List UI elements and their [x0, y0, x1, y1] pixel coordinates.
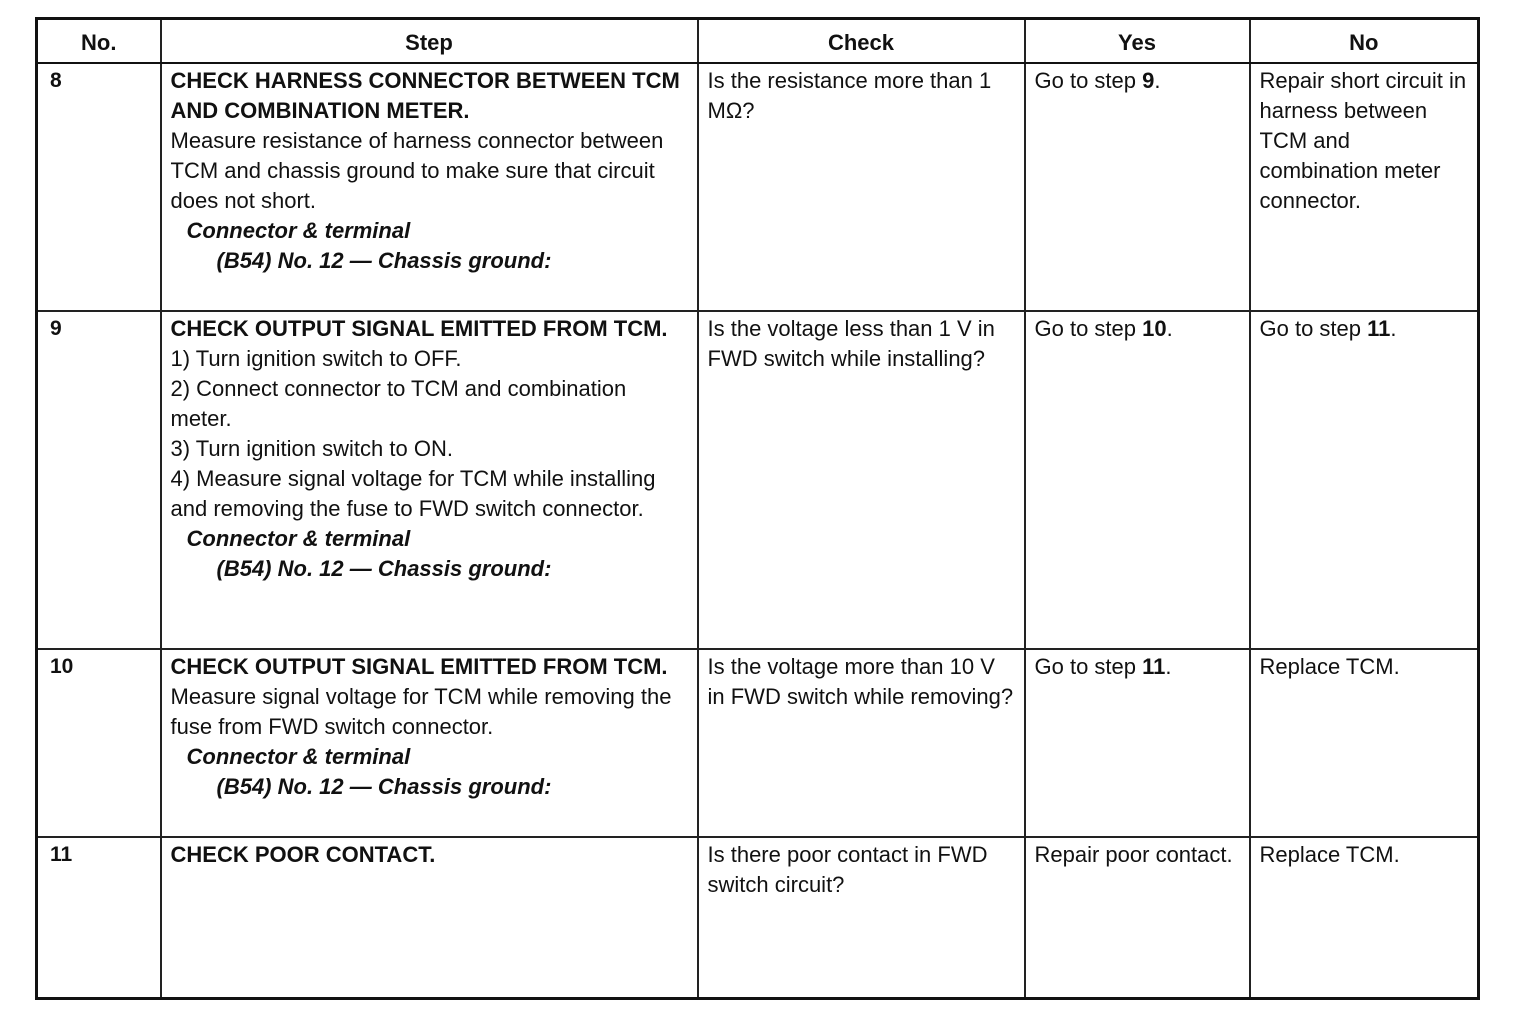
step-title: CHECK OUTPUT SIGNAL EMITTED FROM TCM.: [170, 654, 668, 679]
yes-step-number: 11: [1142, 654, 1166, 679]
header-no-result: No: [1250, 19, 1479, 64]
table-row-11: [37, 837, 1479, 998]
no-cell: Replace TCM.: [1250, 837, 1479, 998]
row-number: 9: [37, 311, 161, 649]
check-cell: Is the resistance more than 1 MΩ?: [698, 63, 1025, 311]
yes-suffix: .: [1154, 68, 1161, 93]
check-cell: Is the voltage less than 1 V in FWD switch while installing?: [698, 311, 1025, 649]
step-cell: [161, 311, 698, 649]
connector-value: (B54) No. 12 — Chassis ground:: [216, 774, 552, 799]
step-item: 4) Measure signal voltage for TCM while installing and removing the fuse to FWD switch connector.: [170, 466, 656, 521]
connector-value: (B54) No. 12 — Chassis ground:: [216, 556, 552, 581]
no-suffix: .: [1390, 316, 1397, 341]
yes-suffix: .: [1166, 316, 1173, 341]
table-row-10: [37, 649, 1479, 837]
diagnostic-table: [35, 17, 1480, 1000]
step-item: 3) Turn ignition switch to ON.: [170, 436, 453, 461]
step-cell: [161, 837, 698, 998]
header-no: No.: [37, 19, 161, 64]
yes-prefix: Go to step: [1034, 68, 1143, 93]
connector-label: Connector & terminal: [186, 526, 411, 551]
table-row-9: [37, 311, 1479, 649]
no-step-number: 11: [1367, 316, 1391, 341]
table-row-8: [37, 63, 1479, 311]
step-title: CHECK HARNESS CONNECTOR BETWEEN TCM AND COMBINATION METER.: [170, 68, 680, 123]
yes-suffix: .: [1165, 654, 1172, 679]
yes-cell: [1025, 311, 1250, 649]
check-cell: Is there poor contact in FWD switch circuit?: [698, 837, 1025, 998]
yes-prefix: Go to step: [1034, 654, 1143, 679]
step-cell: [161, 649, 698, 837]
yes-prefix: Go to step: [1034, 316, 1143, 341]
connector-label: Connector & terminal: [186, 744, 411, 769]
step-item: 2) Connect connector to TCM and combination meter.: [170, 376, 627, 431]
step-title: CHECK POOR CONTACT.: [170, 842, 436, 867]
step-text: Measure resistance of harness connector between TCM and chassis ground to make sure that circuit does not short.: [170, 128, 664, 213]
connector-value: (B54) No. 12 — Chassis ground:: [216, 248, 552, 273]
step-item: 1) Turn ignition switch to OFF.: [170, 346, 462, 371]
header-yes: Yes: [1025, 19, 1250, 64]
row-number: 11: [37, 837, 161, 998]
no-cell: [1250, 311, 1479, 649]
yes-cell: Repair poor contact.: [1025, 837, 1250, 998]
row-number: 8: [37, 63, 161, 311]
connector-label: Connector & terminal: [186, 218, 411, 243]
header-step: Step: [161, 19, 698, 64]
no-prefix: Go to step: [1259, 316, 1368, 341]
yes-step-number: 9: [1142, 68, 1155, 93]
step-text: Measure signal voltage for TCM while removing the fuse from FWD switch connector.: [170, 684, 672, 739]
row-number: 10: [37, 649, 161, 837]
yes-step-number: 10: [1142, 316, 1167, 341]
step-cell: [161, 63, 698, 311]
yes-cell: [1025, 649, 1250, 837]
yes-cell: [1025, 63, 1250, 311]
check-cell: Is the voltage more than 10 V in FWD switch while removing?: [698, 649, 1025, 837]
header-check: Check: [698, 19, 1025, 64]
step-title: CHECK OUTPUT SIGNAL EMITTED FROM TCM.: [170, 316, 668, 341]
no-cell: Replace TCM.: [1250, 649, 1479, 837]
header-row: [37, 19, 1479, 64]
no-cell: Repair short circuit in harness between TCM and combination meter connector.: [1250, 63, 1479, 311]
